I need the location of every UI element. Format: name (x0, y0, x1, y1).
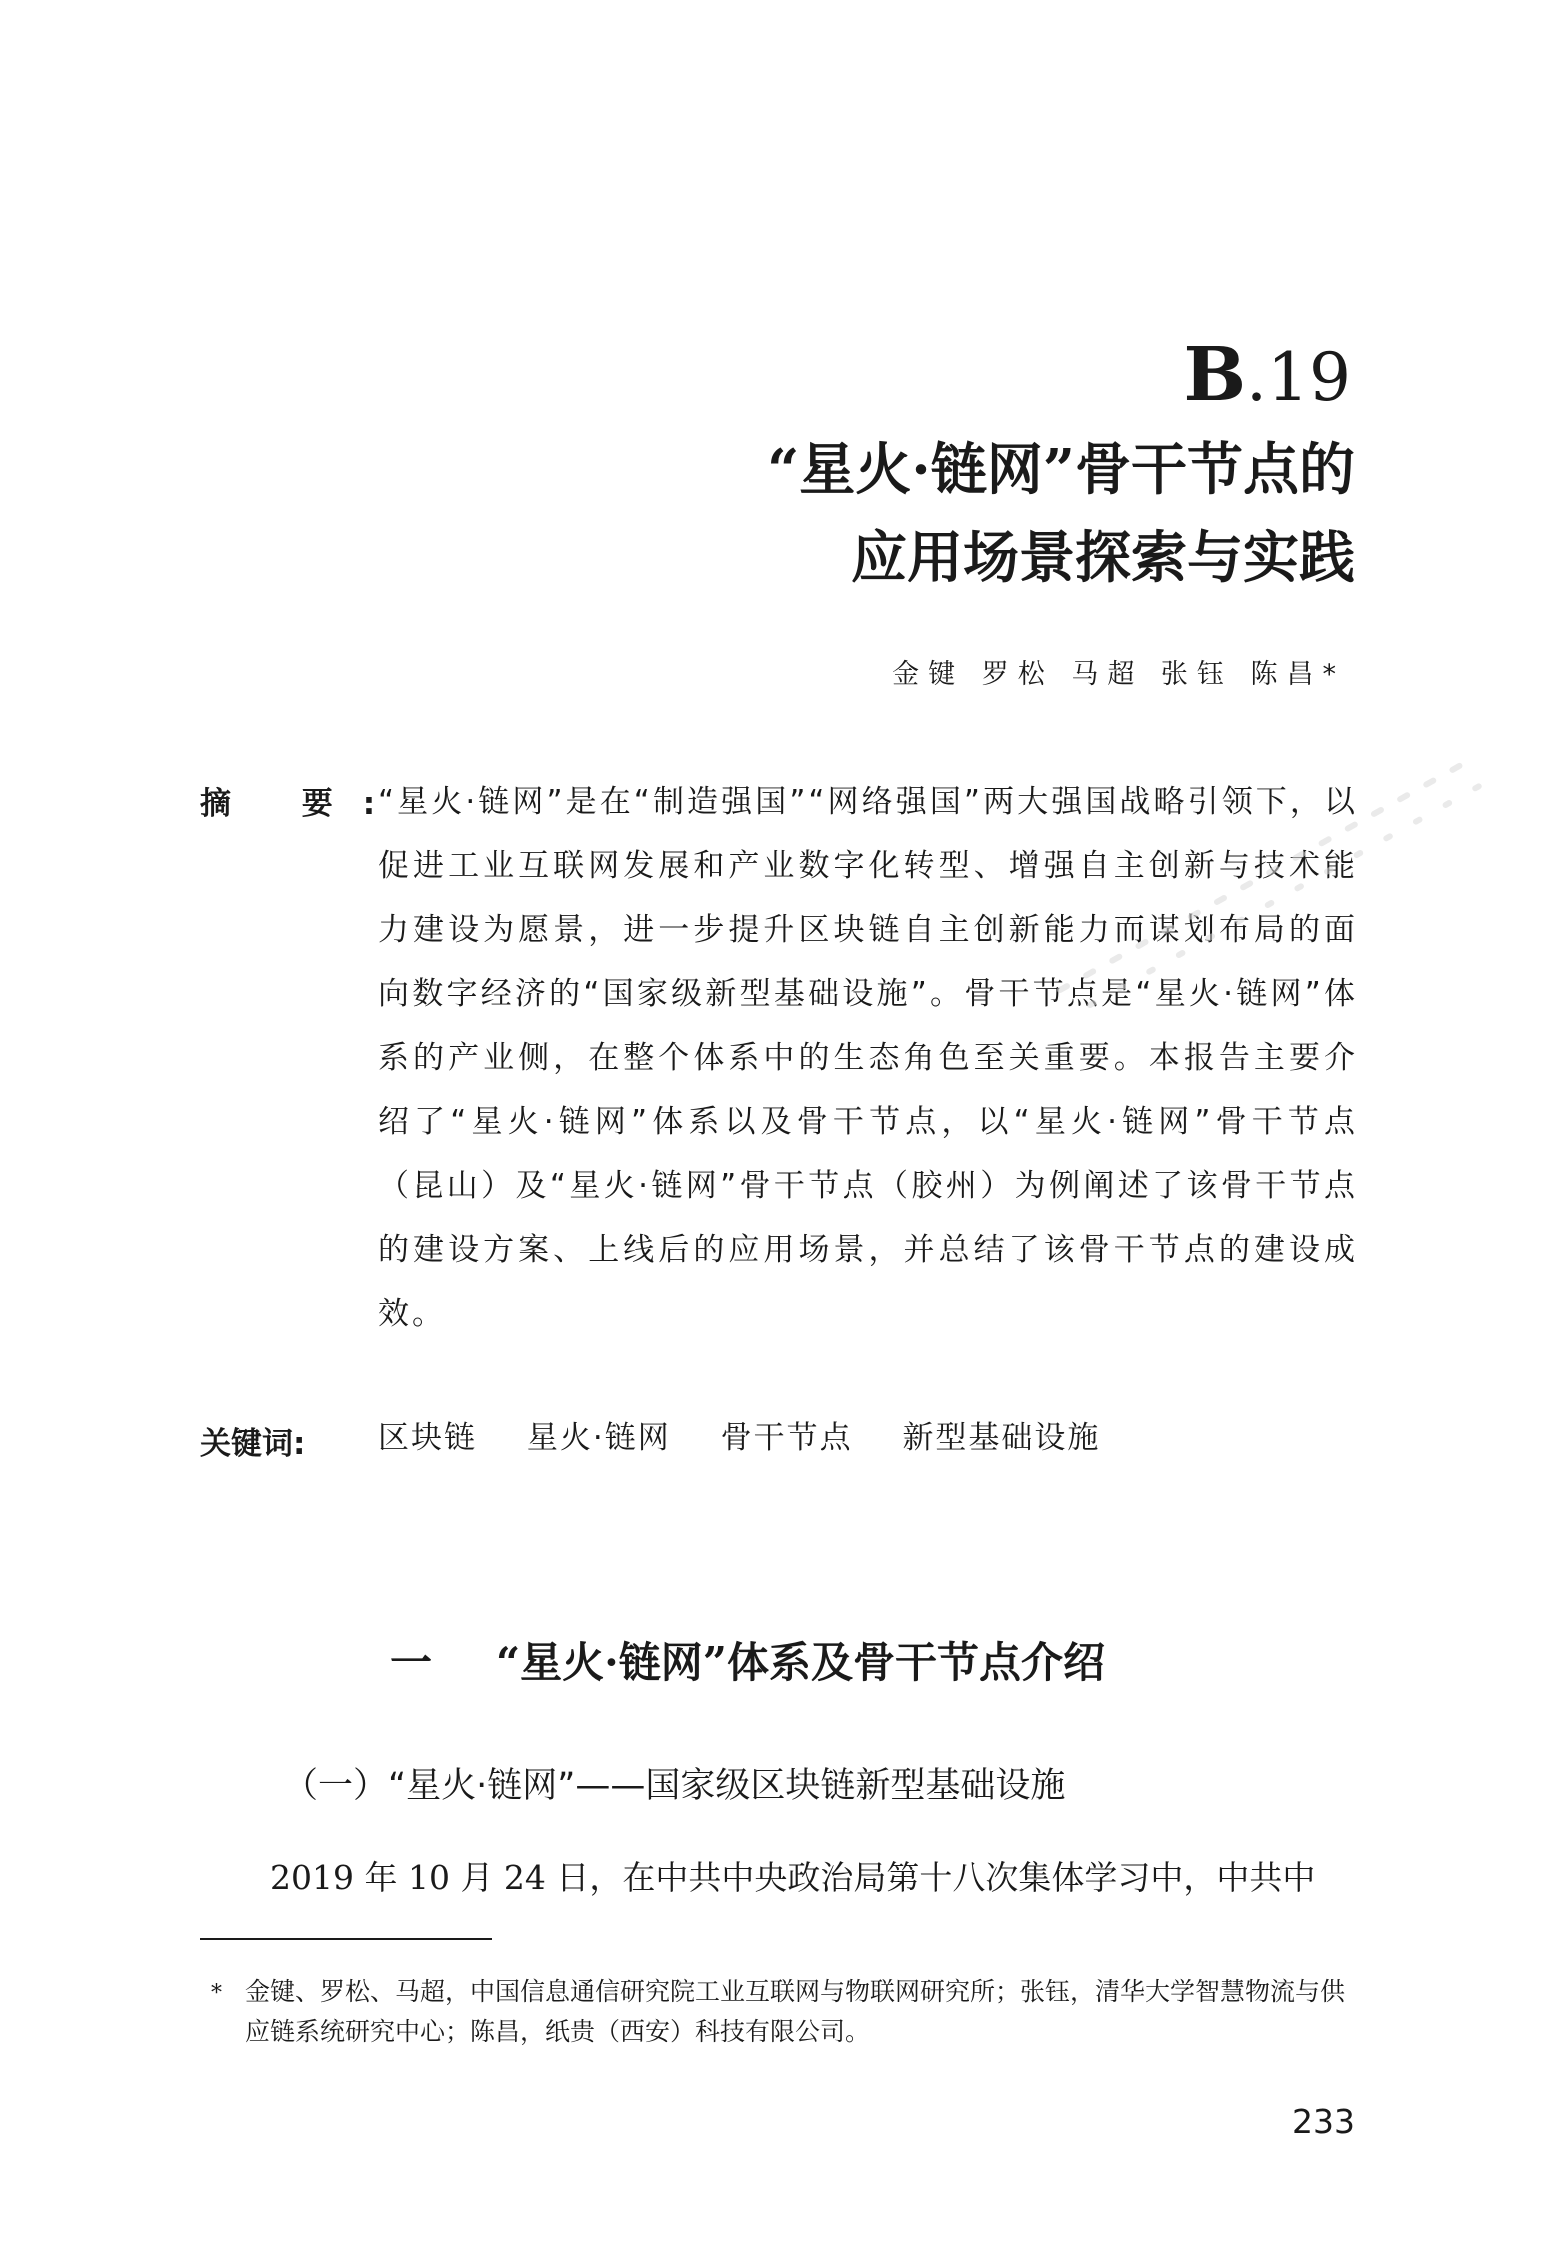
subsection-heading: （一）“星火·链网”——国家级区块链新型基础设施 (283, 1766, 1066, 1806)
report-code-number: .19 (1246, 339, 1351, 416)
section-heading (390, 1630, 1105, 1690)
section-number: 一 (390, 1638, 433, 1687)
abstract-text: “星火·链网”是在“制造强国”“网络强国”两大强国战略引领下，以促进工业互联网发展和产业数字化转型、增强自主创新与技术能力建设为愿景，进一步提升区块链自主创新能力而谋划布局的面向数字经济的“国家级新型基础设施”。骨干节点是“星火·链网”体系的产业侧，在整个体系中的生态角色至关重要。本报告主要介绍了“星火·链网”体系以及骨干节点，以“星火·链网”骨干节点（昆山）及“星火·链网”骨干节点（胶州）为例阐述了该骨干节点的建设方案、上线后的应用场景，并总结了该骨干节点的建设成效。 (378, 784, 1358, 1332)
title-line-1: “星火·链网”骨干节点的 (767, 437, 1355, 503)
keywords-list (378, 1412, 1140, 1457)
report-code (1183, 332, 1351, 418)
title-line-2: 应用场景探索与实践 (851, 525, 1355, 591)
keyword-item: 新型基础设施 (902, 1420, 1101, 1456)
footnote-mark: * (211, 1981, 222, 2006)
footnote-text: 金键、罗松、马超，中国信息通信研究院工业互联网与物联网研究所；张钰，清华大学智慧物流与供应链系统研究中心；陈昌，纸贵（西安）科技有限公司。 (245, 1977, 1346, 2046)
keywords-label: 关键词: (200, 1426, 306, 1462)
keyword-item: 区块链 (378, 1420, 477, 1456)
footnote-divider (200, 1938, 492, 1940)
body-paragraph: 2019 年 10 月 24 日，在中共中央政治局第十八次集体学习中，中共中 (270, 1858, 1316, 1897)
keyword-item: 星火·链网 (526, 1420, 671, 1456)
section-title: “星火·链网”体系及骨干节点介绍 (496, 1638, 1105, 1687)
authors: 金键 罗松 马超 张钰 陈昌* (892, 659, 1345, 690)
keyword-item: 骨干节点 (720, 1420, 853, 1456)
page-number: 233 (1292, 2102, 1355, 2141)
abstract-label: 摘 要: (200, 786, 406, 822)
footnote (211, 1972, 1357, 2052)
report-code-prefix: B (1183, 332, 1247, 418)
